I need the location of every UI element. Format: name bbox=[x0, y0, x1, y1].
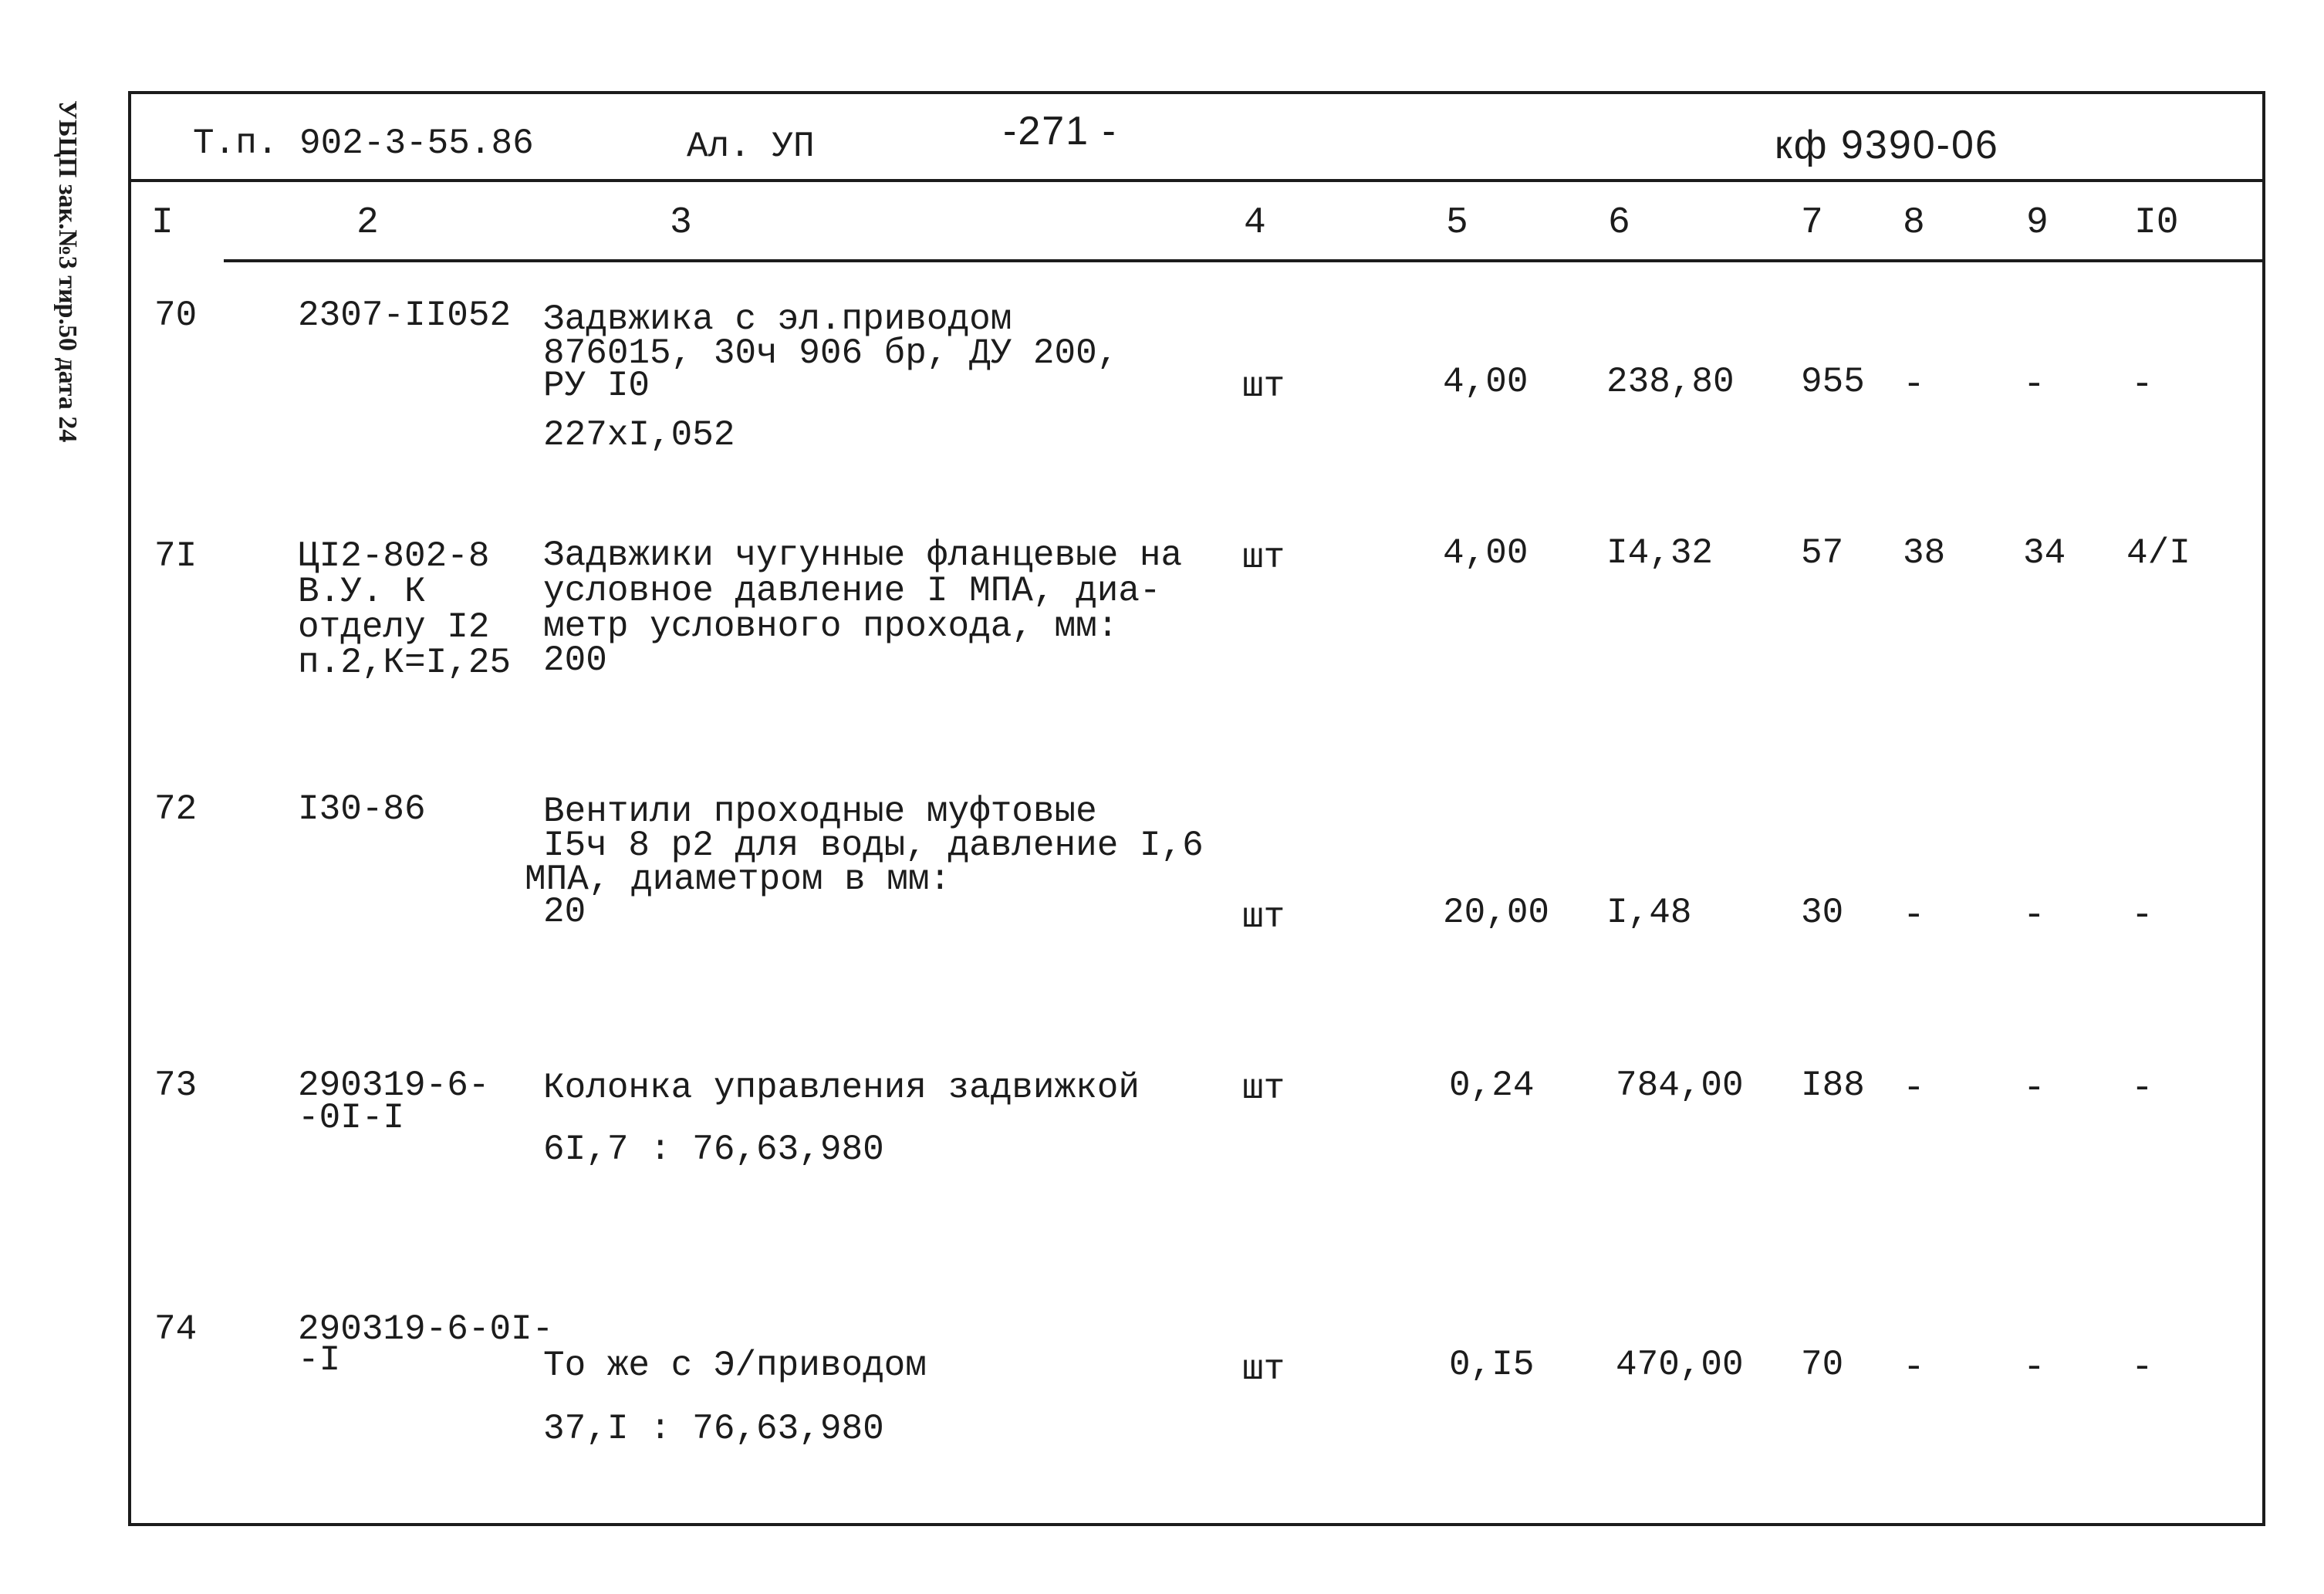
row-note: 227xI,052 bbox=[543, 415, 735, 455]
row-col10: - bbox=[2131, 364, 2153, 406]
row-number: 74 bbox=[154, 1309, 198, 1349]
row-description: 876015, 30ч 906 бр, ДУ 200, bbox=[543, 333, 1119, 373]
column-number: 3 bbox=[670, 202, 692, 244]
row-col8: - bbox=[1903, 895, 1925, 937]
row-unit: шт bbox=[1242, 1069, 1285, 1109]
header-rule bbox=[128, 179, 2265, 182]
column-number: 5 bbox=[1446, 202, 1468, 244]
row-description: 200 bbox=[543, 640, 607, 680]
margin-stamp: УБЦП зак.№3 тир.50 дата 24 bbox=[53, 100, 82, 443]
row-description: 20 bbox=[543, 892, 586, 932]
row-description: МПА, диаметром в мм: bbox=[525, 859, 951, 900]
row-col9: - bbox=[2023, 895, 2045, 937]
row-total: 70 bbox=[1801, 1345, 1844, 1385]
row-col8: 38 bbox=[1903, 533, 1946, 573]
row-col10: - bbox=[2131, 1068, 2153, 1109]
row-code: В.У. К bbox=[298, 572, 426, 612]
row-description: То же с Э/приводом bbox=[543, 1346, 927, 1386]
row-description: Задвжики чугунные фланцевые на bbox=[543, 535, 1183, 576]
row-code: -I bbox=[298, 1340, 341, 1380]
row-code: ЦI2-802-8 bbox=[298, 536, 490, 576]
row-quantity: 4,00 bbox=[1443, 533, 1529, 573]
page-number: -271 - bbox=[1003, 109, 1117, 154]
row-description: Задвжика с эл.приводом bbox=[543, 299, 1012, 339]
row-price: 238,80 bbox=[1606, 362, 1735, 402]
row-col9: - bbox=[2023, 1347, 2045, 1389]
row-code: отделу I2 bbox=[298, 607, 490, 647]
row-price: I,48 bbox=[1606, 893, 1692, 933]
column-number: 9 bbox=[2026, 202, 2049, 244]
row-description: Колонка управления задвижкой bbox=[543, 1068, 1140, 1108]
row-quantity: 20,00 bbox=[1443, 893, 1550, 933]
row-number: 70 bbox=[154, 295, 198, 336]
column-number: 7 bbox=[1801, 202, 1823, 244]
row-col10: - bbox=[2131, 895, 2153, 937]
row-description: I5ч 8 р2 для воды, давление I,6 bbox=[543, 826, 1204, 866]
row-code: 2307-II052 bbox=[298, 295, 512, 336]
row-quantity: 4,00 bbox=[1443, 362, 1529, 402]
row-description: РУ I0 bbox=[543, 366, 650, 406]
row-description: условное давление I МПА, диа- bbox=[543, 571, 1161, 611]
row-unit: шт bbox=[1242, 897, 1285, 937]
row-price: 784,00 bbox=[1616, 1065, 1744, 1106]
row-unit: шт bbox=[1242, 366, 1285, 407]
album-label: Ал. УП bbox=[687, 127, 815, 167]
row-code: 290319-6-0I- bbox=[298, 1309, 554, 1349]
row-total: I88 bbox=[1801, 1065, 1865, 1106]
row-col8: - bbox=[1903, 1068, 1925, 1109]
row-price: 470,00 bbox=[1616, 1345, 1744, 1385]
row-price: I4,32 bbox=[1606, 533, 1714, 573]
row-number: 7I bbox=[154, 536, 198, 576]
row-quantity: 0,I5 bbox=[1449, 1345, 1535, 1385]
column-header-rule bbox=[224, 259, 2265, 262]
row-description: Вентили проходные муфтовые bbox=[543, 792, 1097, 832]
document-code: кф 9390-06 bbox=[1775, 123, 1999, 167]
row-note: 6I,7 : 76,63,980 bbox=[543, 1130, 884, 1170]
row-note: 37,I : 76,63,980 bbox=[543, 1409, 884, 1449]
column-number: 6 bbox=[1608, 202, 1630, 244]
row-code: -0I-I bbox=[298, 1098, 405, 1138]
row-total: 57 bbox=[1801, 533, 1844, 573]
column-number: 8 bbox=[1903, 202, 1925, 244]
row-col9: 34 bbox=[2023, 533, 2066, 573]
row-code: I30-86 bbox=[298, 789, 426, 829]
project-number: Т.п. 902-3-55.86 bbox=[193, 123, 534, 164]
row-quantity: 0,24 bbox=[1449, 1065, 1535, 1106]
row-total: 955 bbox=[1801, 362, 1865, 402]
row-col9: - bbox=[2023, 1068, 2045, 1109]
row-unit: шт bbox=[1242, 1349, 1285, 1390]
row-number: 72 bbox=[154, 789, 198, 829]
row-unit: шт bbox=[1242, 538, 1285, 578]
row-col8: - bbox=[1903, 364, 1925, 406]
row-code: 290319-6- bbox=[298, 1065, 490, 1106]
column-number: I bbox=[151, 202, 174, 244]
row-col9: - bbox=[2023, 364, 2045, 406]
column-number: 4 bbox=[1244, 202, 1266, 244]
column-number: I0 bbox=[2134, 202, 2179, 244]
column-number: 2 bbox=[356, 202, 379, 244]
row-description: метр условного прохода, мм: bbox=[543, 606, 1119, 647]
row-col10: 4/I bbox=[2126, 533, 2191, 573]
row-total: 30 bbox=[1801, 893, 1844, 933]
row-number: 73 bbox=[154, 1065, 198, 1106]
row-col10: - bbox=[2131, 1347, 2153, 1389]
row-code: п.2,К=I,25 bbox=[298, 643, 512, 683]
row-col8: - bbox=[1903, 1347, 1925, 1389]
